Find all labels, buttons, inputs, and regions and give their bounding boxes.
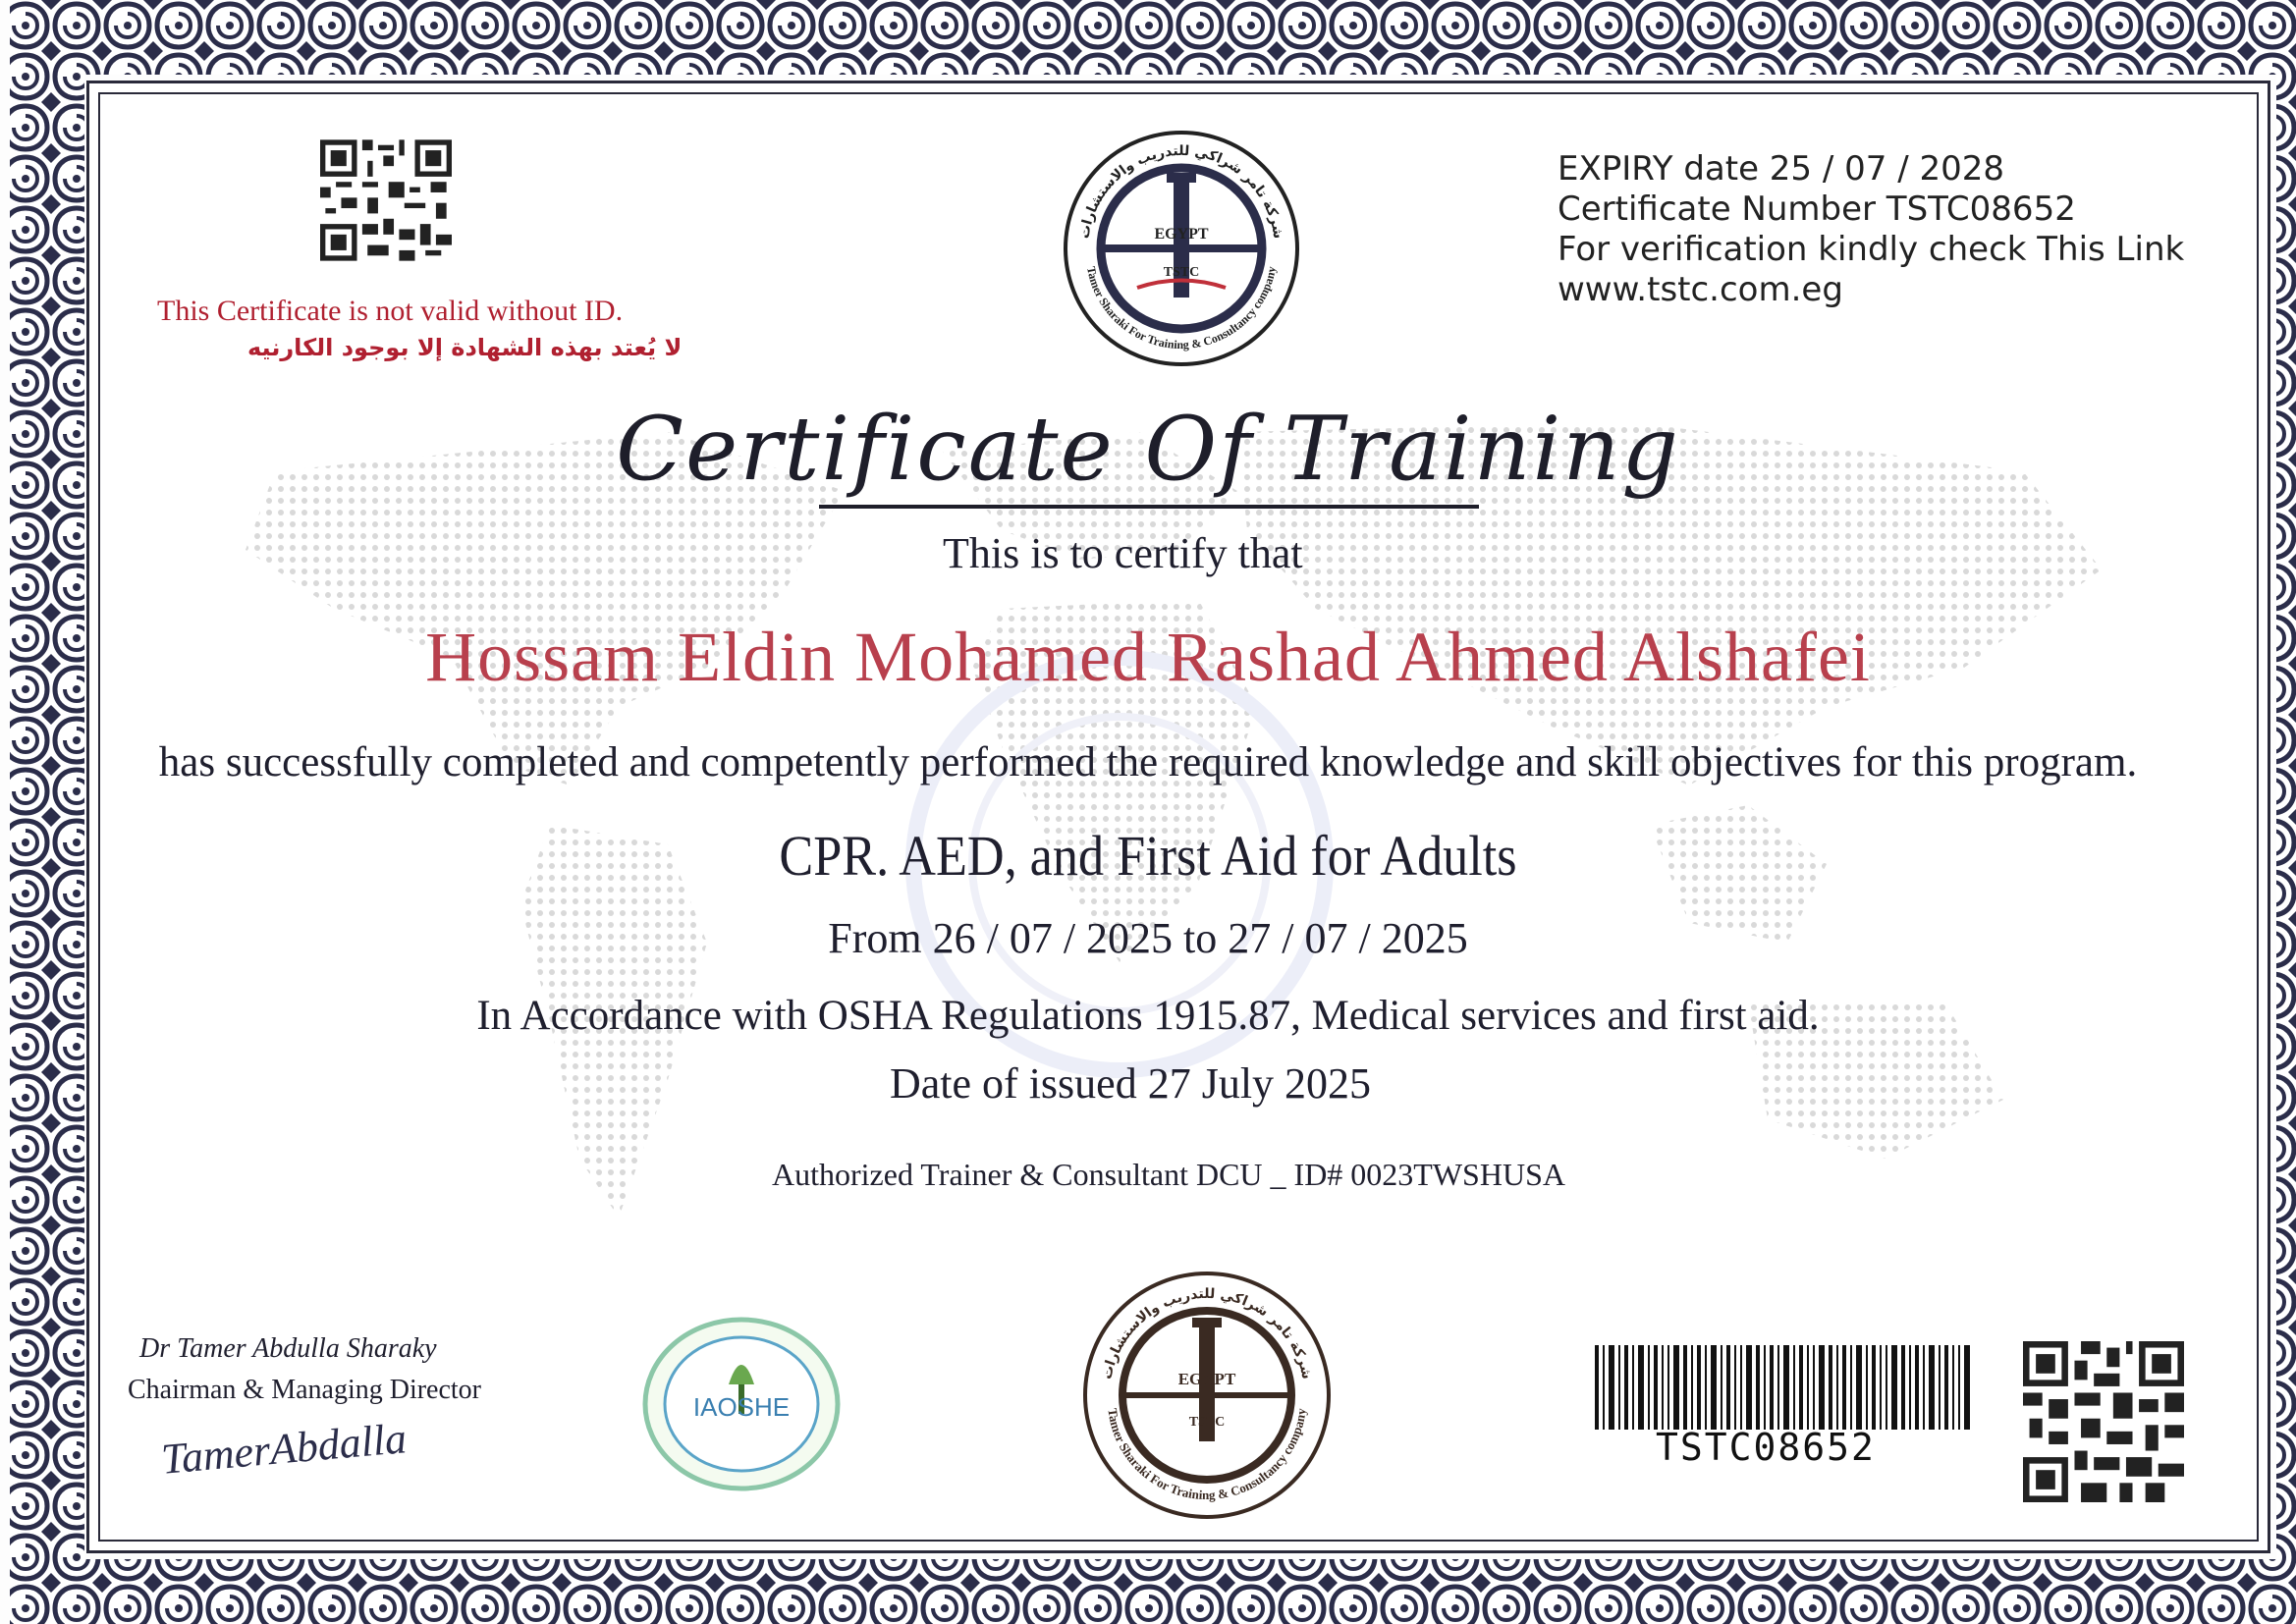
title-underline — [819, 505, 1479, 509]
barcode-text: TSTC08652 — [1656, 1426, 1876, 1469]
iaoshe-badge — [640, 1316, 843, 1492]
stamp-abbr: TSTC — [1188, 1415, 1226, 1430]
certify-line: This is to certify that — [943, 529, 1303, 577]
signatory-role: Chairman & Managing Director — [128, 1375, 482, 1405]
osha-accordance: In Accordance with OSHA Regulations 1915.87, Medical services and first aid. — [476, 993, 1820, 1039]
program-name: CPR. AED, and First Aid for Adults — [779, 824, 1517, 888]
program-dates: From 26 / 07 / 2025 to 27 / 07 / 2025 — [828, 914, 1468, 962]
logo-arabic-ring: شركة تامر شراكي للتدريب والاستشارات — [1076, 142, 1286, 241]
id-required-note-arabic: لا يُعتد بهذه الشهادة إلا بوجود الكارنيه — [247, 334, 683, 361]
trainer-id: Authorized Trainer & Consultant DCU _ ID# 0023TWSHUSA — [772, 1157, 1565, 1192]
tstc-logo-seal — [1059, 126, 1304, 371]
id-required-note: This Certificate is not valid without ID. — [157, 295, 624, 327]
certificate-title: Certificate Of Training — [616, 398, 1680, 501]
expiry-date: EXPIRY date 25 / 07 / 2028 — [1558, 149, 2004, 189]
signatory-name: Dr Tamer Abdulla Sharaky — [139, 1333, 437, 1364]
barcode — [1595, 1345, 1974, 1430]
header-info-block — [1558, 149, 2184, 310]
qr-code-bottom — [2023, 1341, 2184, 1502]
tstc-stamp-seal — [1078, 1267, 1336, 1524]
qr-code-top — [320, 139, 452, 261]
verification-note: For verification kindly check This Link — [1558, 230, 2185, 269]
completion-statement: has successfully completed and competently performed the required knowledge and skill objectives for this program. — [158, 739, 2138, 785]
iaoshe-label: IAOSHE — [692, 1392, 791, 1422]
stamp-english-ring: Tamer Sharaki For Training & Consultancy company — [1105, 1407, 1309, 1503]
certificate-number: Certificate Number TSTC08652 — [1558, 189, 2076, 229]
stamp-arabic-ring: شركة تامر شراكي للتدريب والاستشارات — [1099, 1285, 1315, 1381]
logo-country: EGYPT — [1154, 226, 1209, 243]
issue-date: Date of issued 27 July 2025 — [890, 1059, 1372, 1108]
logo-abbr: TSTC — [1163, 265, 1200, 280]
logo-english-ring: Tamer Sharaki For Training & Consultancy company — [1084, 265, 1279, 352]
signature: TamerAbdalla — [159, 1414, 409, 1484]
stamp-country: EGYPT — [1177, 1370, 1236, 1388]
verification-link[interactable]: www.tstc.com.eg — [1558, 270, 1843, 309]
recipient-name: Hossam Eldin Mohamed Rashad Ahmed Alshafei — [425, 618, 1871, 696]
